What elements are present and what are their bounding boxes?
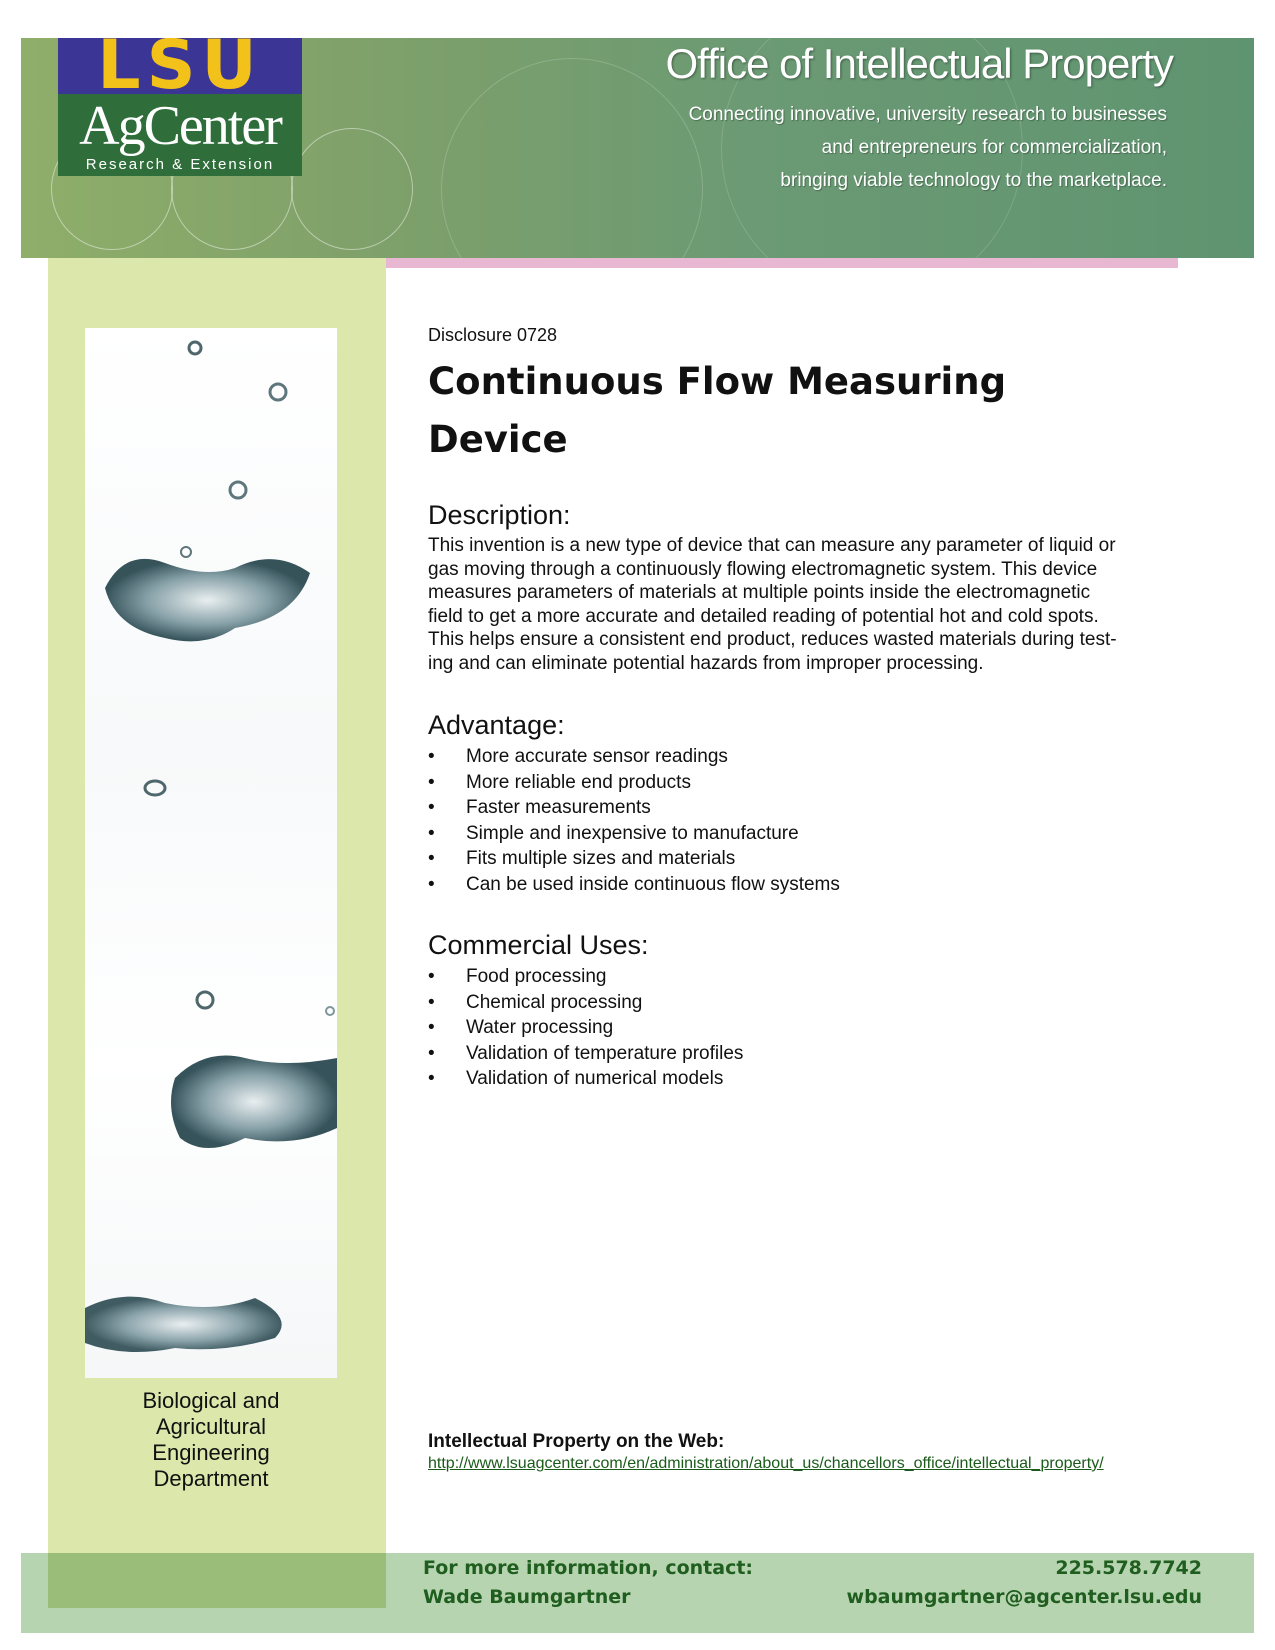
- description-line: field to get a more accurate and detailed reading of potential hot and cold spots.: [428, 605, 1099, 627]
- logo-agcenter-text: AgCenter: [79, 95, 281, 157]
- department-line: Department: [153, 1466, 269, 1491]
- list-item: • Food processing: [428, 964, 743, 990]
- list-item: • Fits multiple sizes and materials: [428, 846, 840, 872]
- list-item: • Validation of temperature profiles: [428, 1041, 743, 1067]
- contact-name: Wade Baumgartner: [423, 1586, 631, 1608]
- bubble-small-icon: [145, 342, 334, 1015]
- page-title: [428, 353, 1128, 469]
- tagline-line: and entrepreneurs for commercialization,: [821, 137, 1167, 158]
- intellectual-property-link[interactable]: http://www.lsuagcenter.com/en/administration/about_us/chancellors_office/intellectual_property/: [428, 1455, 1104, 1472]
- description-line: This helps ensure a consistent end product, reduces wasted materials during test-: [428, 629, 1117, 651]
- contact-label: For more information, contact:: [423, 1557, 754, 1579]
- list-item: • Validation of numerical models: [428, 1066, 743, 1092]
- list-item: • Chemical processing: [428, 990, 743, 1016]
- footer-sidebar-block: [48, 1553, 386, 1608]
- department-line: Engineering: [152, 1440, 270, 1465]
- commercial-uses-heading: Commercial Uses:: [428, 930, 649, 960]
- description-line: ing and can eliminate potential hazards from improper processing.: [428, 652, 984, 674]
- department-name: [85, 1388, 337, 1492]
- commercial-uses-list: [428, 964, 743, 1092]
- department-line: Agricultural: [155, 1414, 267, 1439]
- title-line: Continuous Flow Measuring: [428, 360, 1007, 403]
- description-heading: Description:: [428, 500, 571, 530]
- title-line: Device: [428, 418, 568, 461]
- disclosure-number: Disclosure 0728: [428, 325, 558, 345]
- list-item: • Can be used inside continuous flow systems: [428, 872, 840, 898]
- description-line: This invention is a new type of device that can measure any parameter of liquid or: [428, 535, 1116, 556]
- description-line: gas moving through a continuously flowing electromagnetic system. This device: [428, 558, 1098, 580]
- department-line: Biological and: [142, 1388, 280, 1413]
- list-item: • Faster measurements: [428, 795, 840, 821]
- water-bubbles-image: [85, 328, 337, 1378]
- logo-agcenter-block: [58, 94, 302, 176]
- logo-research-text: Research & Extension: [85, 156, 275, 173]
- list-item: • More accurate sensor readings: [428, 744, 840, 770]
- logo-lsu-text: LSU: [58, 38, 302, 94]
- list-item: • Water processing: [428, 1015, 743, 1041]
- list-item: • Simple and inexpensive to manufacture: [428, 821, 840, 847]
- advantage-heading: Advantage:: [428, 710, 565, 740]
- contact-email[interactable]: wbaumgartner@agcenter.lsu.edu: [846, 1586, 1202, 1608]
- tagline-line: Connecting innovative, university research to businesses: [688, 104, 1167, 125]
- bubble-large-icon: [85, 559, 337, 1352]
- lsu-agcenter-logo[interactable]: [58, 38, 302, 176]
- tagline-line: bringing viable technology to the marketplace.: [780, 170, 1167, 191]
- description-text: [428, 534, 1188, 676]
- advantage-list: [428, 744, 840, 897]
- web-label: Intellectual Property on the Web:: [428, 1431, 725, 1452]
- description-line: measures parameters of materials at multiple points inside the electromagnetic: [428, 582, 1091, 604]
- office-title: Office of Intellectual Property: [665, 40, 1173, 87]
- contact-phone[interactable]: 225.578.7742: [1055, 1557, 1202, 1579]
- list-item: • More reliable end products: [428, 770, 840, 796]
